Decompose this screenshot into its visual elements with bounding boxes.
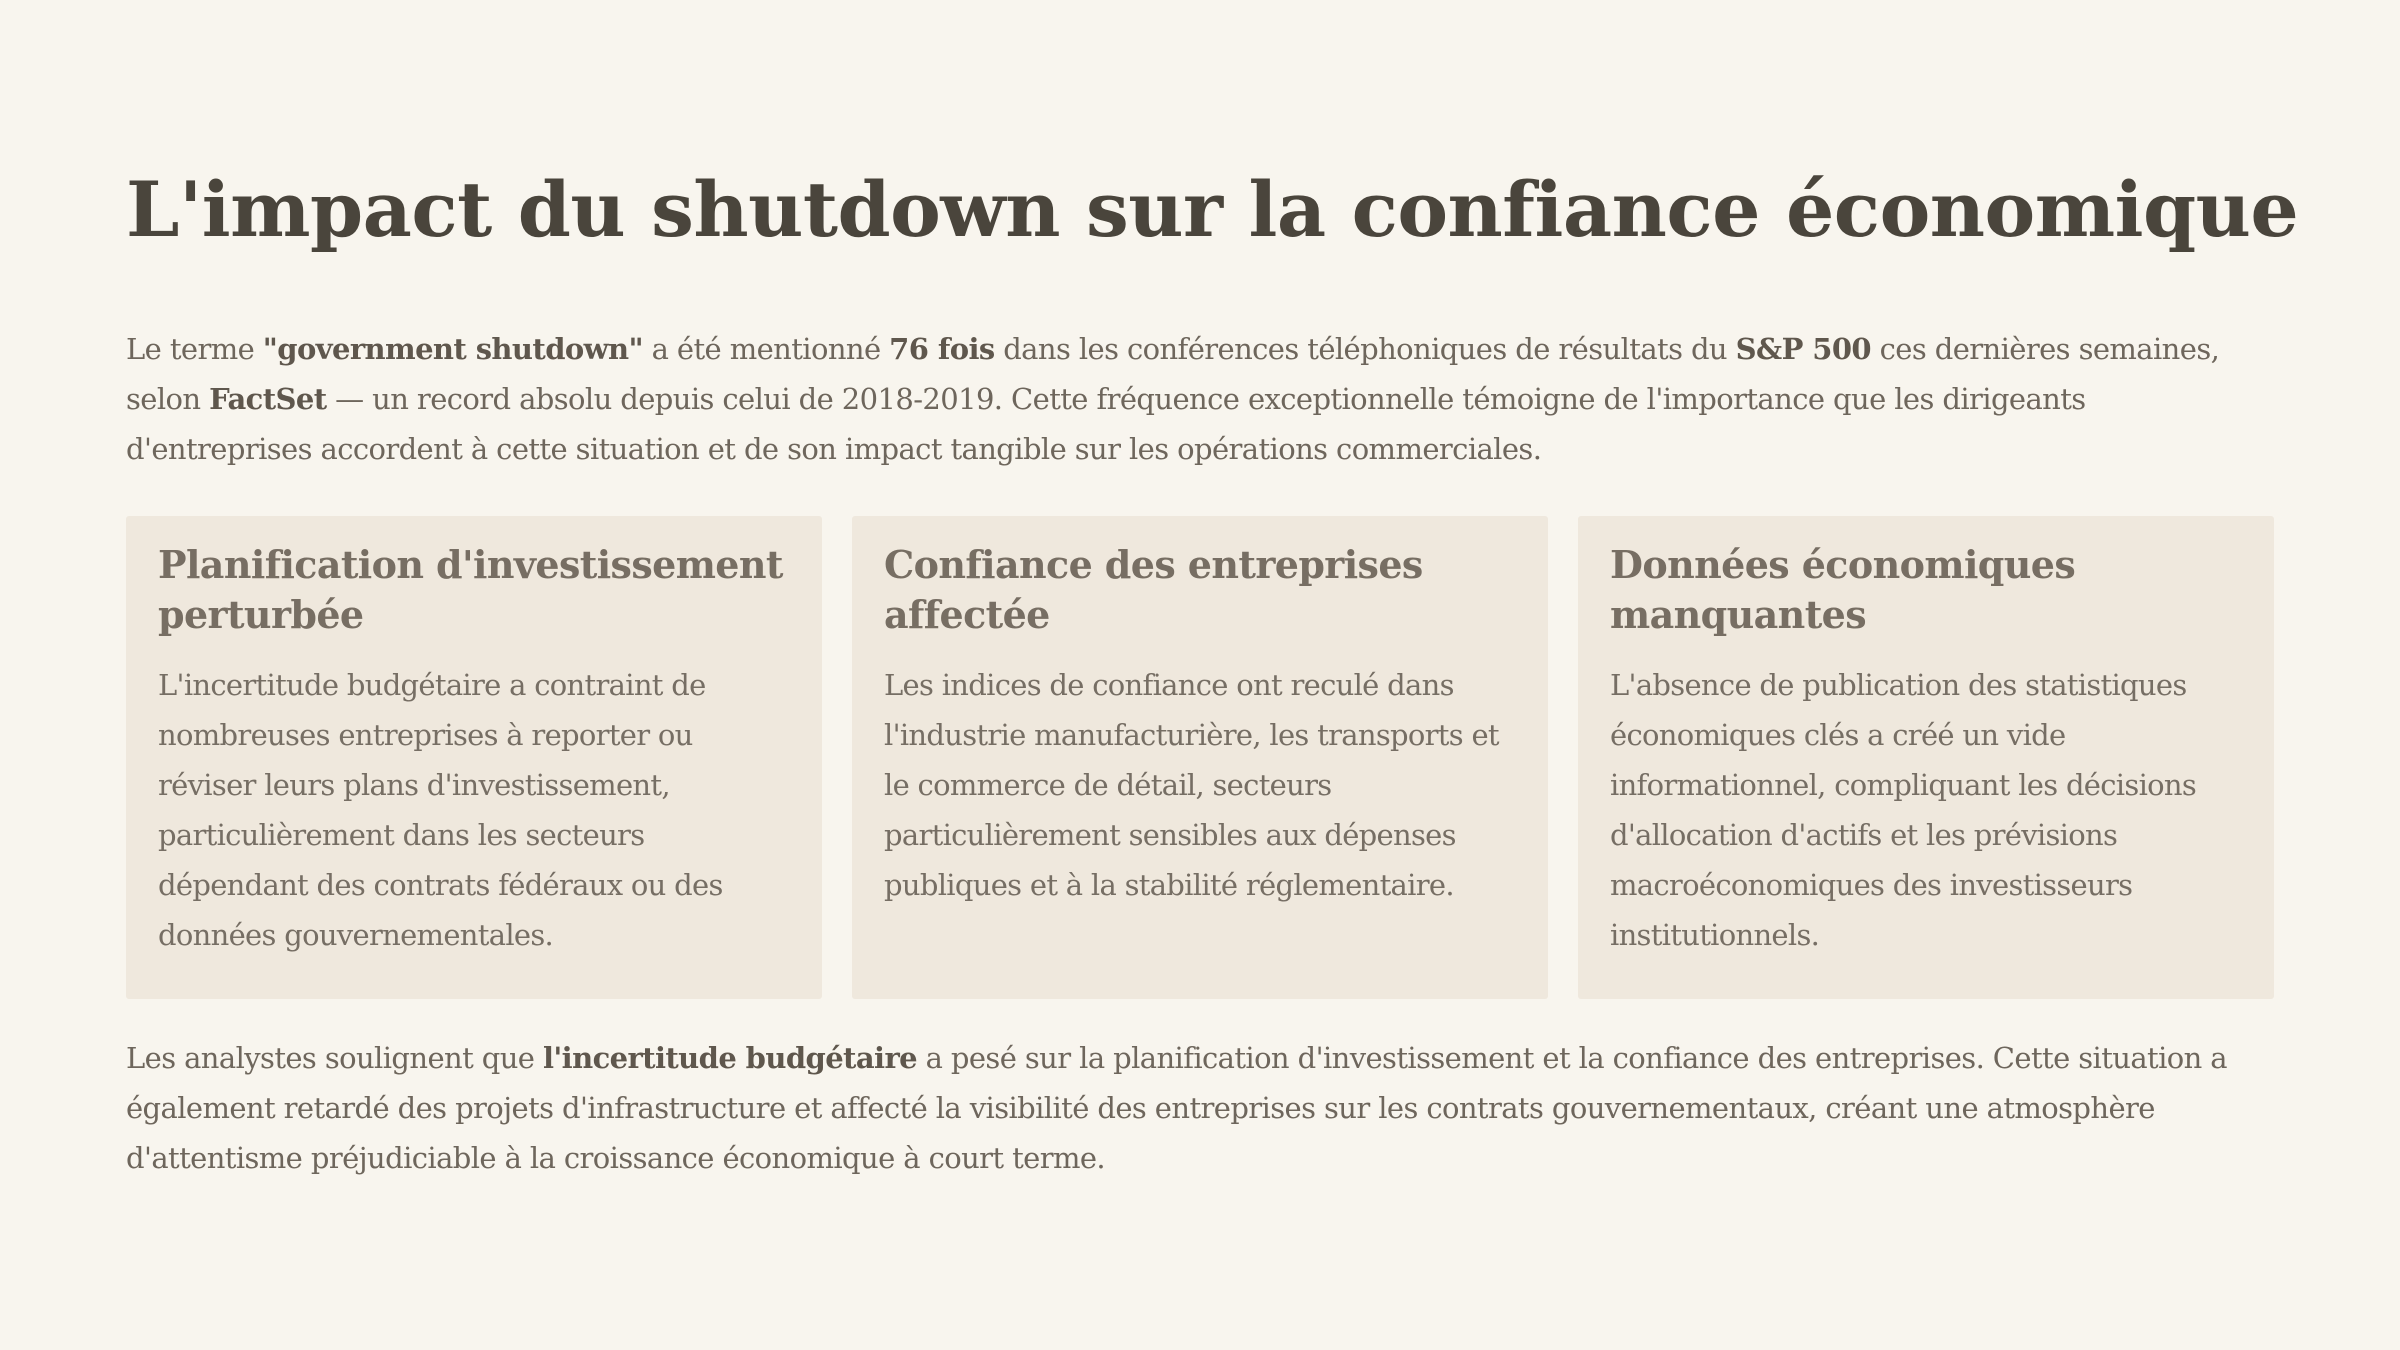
- card-missing-data: [1578, 516, 2274, 999]
- outro-text: a pesé sur la planification d'investissement et la confiance des entreprises. Cette situation a également retardé des projets d'infrastructure et affecté la visibilité des entreprises sur les contrats gouvernementaux, créant une atmosphère d'attentisme préjudiciable à la croissance économique à court terme.: [126, 1041, 2228, 1175]
- conclusion-paragraph: [126, 1033, 2274, 1183]
- intro-emphasis: "government shutdown": [262, 332, 643, 366]
- card-text: L'incertitude budgétaire a contraint de nombreuses entreprises à reporter ou réviser leurs plans d'investissement, particulièrement dans les secteurs dépendant des contrats fédéraux ou des données gouvernementales.: [158, 668, 723, 952]
- intro-emphasis: S&P 500: [1735, 332, 1872, 366]
- intro-text: — un record absolu depuis celui de 2018-2019. Cette fréquence exceptionnelle témoigne de l'importance que les dirigeants d'entreprises accordent à cette situation et de son impact tangible sur les opérations commerciales.: [126, 382, 2086, 466]
- card-title: Données économiques manquantes: [1610, 542, 2076, 637]
- card-business-confidence: [852, 516, 1548, 999]
- card-text: L'absence de publication des statistiques économiques clés a créé un vide informationnel, compliquant les décisions d'allocation d'actifs et les prévisions macroéconomiques des investisseurs institutionnels.: [1610, 668, 2197, 952]
- card-title: Confiance des entreprises affectée: [884, 542, 1423, 637]
- intro-emphasis: FactSet: [209, 382, 327, 416]
- outro-emphasis: l'incertitude budgétaire: [542, 1041, 917, 1075]
- intro-paragraph: [126, 324, 2274, 474]
- intro-text: dans les conférences téléphoniques de résultats du: [994, 332, 1736, 366]
- intro-emphasis: 76 fois: [889, 332, 995, 366]
- outro-text: Les analystes soulignent que: [126, 1041, 543, 1075]
- page-title: L'impact du shutdown sur la confiance économique: [126, 165, 2299, 254]
- intro-text: Le terme: [126, 332, 263, 366]
- intro-text: ces dernières semaines, selon: [126, 332, 2220, 416]
- card-investment-planning: [126, 516, 822, 999]
- card-text: Les indices de confiance ont reculé dans l'industrie manufacturière, les transports et le commerce de détail, secteurs particulièrement sensibles aux dépenses publiques et à la stabilité réglementaire.: [884, 668, 1499, 902]
- intro-text: a été mentionné: [642, 332, 890, 366]
- card-title: Planification d'investissement perturbée: [158, 542, 783, 637]
- cards-row: [126, 516, 2274, 999]
